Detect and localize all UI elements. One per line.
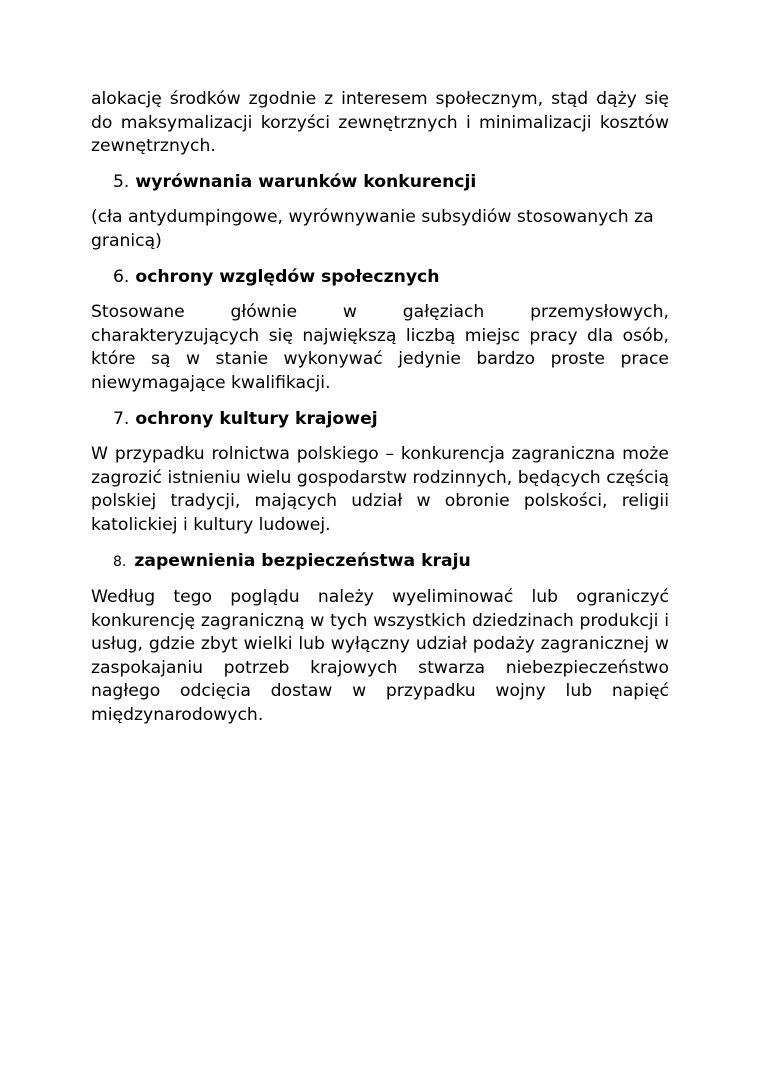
section-number: 7. [113,408,130,429]
section-body-5: (cła antydumpingowe, wyrównywanie subsydiów stosowanych za granicą) [91,207,654,251]
section-body-6: Stosowane głównie w gałęziach przemysłowych, charakteryzujących się największą liczbą miejsc pracy dla osób, które są w stanie wykonywać jedynie bardzo proste prace niewymagające kwalifikacji. [91,302,669,393]
document-page [91,88,669,728]
section-number: 5. [113,171,130,192]
section-body-8: Według tego poglądu należy wyeliminować lub ograniczyć konkurencję zagraniczną w tych wszystkich dziedzinach produkcji i usług, gdzie zbyt wielki lub wyłączny udział podaży zagranicznej w zaspokajaniu potrzeb krajowych stwarza niebezpieczeństwo nagłego odcięcia dostaw w przypadku wojny lub napięć międzynarodowych. [91,587,669,726]
section-title: ochrony względów społecznych [135,266,440,287]
section-title: ochrony kultury krajowej [135,408,378,429]
section-heading-5 [113,171,669,195]
section-heading-8 [113,550,669,575]
intro-paragraph: alokację środków zgodnie z interesem społecznym, stąd dąży się do maksymalizacji korzyści zewnętrznych i minimalizacji kosztów zewnętrznych. [91,89,669,157]
section-number: 6. [113,266,130,287]
section-body-7: W przypadku rolnictwa polskiego – konkurencja zagraniczna może zagrozić istnieniu wielu gospodarstw rodzinnych, będących częścią polskiej tradycji, mających udział w obronie polskości, religii katolickiej i kultury ludowej. [91,444,669,535]
section-heading-7 [113,408,669,432]
section-title: zapewnienia bezpieczeństwa kraju [134,550,471,571]
section-title: wyrównania warunków konkurencji [135,171,477,192]
section-number: 8. [113,553,127,570]
section-heading-6 [113,266,669,290]
